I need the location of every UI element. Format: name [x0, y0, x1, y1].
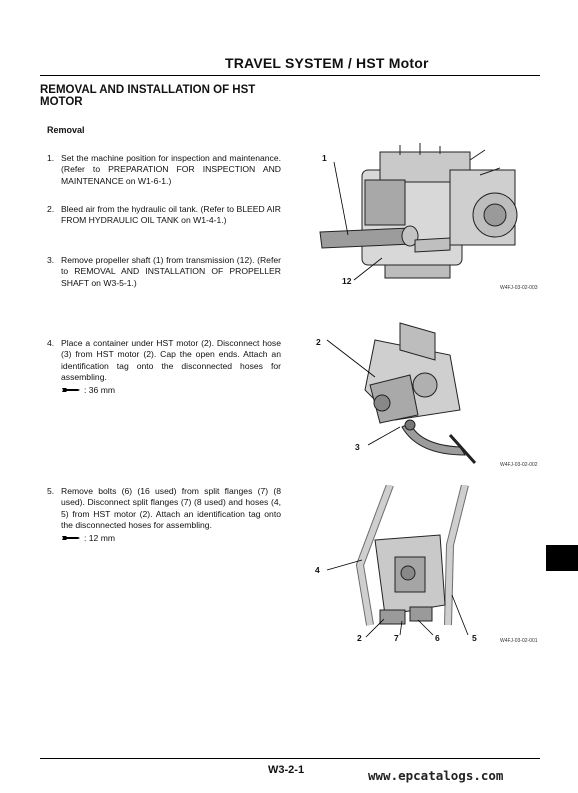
tool-size-text: : 12 mm — [84, 532, 116, 543]
step-text: Bleed air from the hydraulic oil tank. (Refer to BLEED AIR FROM HYDRAULIC OIL TANK on W1-4-1.) — [61, 204, 281, 226]
step-2 — [47, 204, 281, 227]
tool-size — [61, 385, 281, 396]
step-number: 4. — [47, 338, 55, 348]
step-number: 2. — [47, 204, 55, 214]
step-number: 5. — [47, 486, 55, 496]
step-3 — [47, 255, 281, 289]
figure-propeller-shaft — [300, 140, 545, 300]
callout-label: 2 — [357, 633, 362, 643]
section-title: REMOVAL AND INSTALLATION OF HST MOTOR — [40, 84, 256, 108]
step-text: Remove propeller shaft (1) from transmission (12). (Refer to REMOVAL AND INSTALLATION OF PROPELLER SHAFT on W3-5-1.) — [61, 255, 281, 288]
subsection-title: Removal — [47, 125, 85, 135]
step-1 — [47, 153, 281, 187]
callout-label: 6 — [435, 633, 440, 643]
wrench-icon — [61, 534, 81, 542]
figure-code: W4FJ-03-02-001 — [500, 638, 538, 644]
callout-label: 2 — [316, 337, 321, 347]
section-tab-marker — [546, 545, 578, 571]
figure-split-flanges — [300, 485, 545, 650]
callout-label: 1 — [322, 153, 327, 163]
callout-label: 7 — [394, 633, 399, 643]
step-5 — [47, 486, 281, 544]
split-flange-illustration — [300, 485, 545, 650]
step-text: Set the machine position for inspection and maintenance. (Refer to PREPARATION FOR INSPECTION AND MAINTENANCE on W1-6-1.) — [61, 153, 281, 186]
footer-rule — [40, 758, 540, 759]
callout-label: 5 — [472, 633, 477, 643]
callout-label: 12 — [342, 276, 352, 286]
propeller-shaft-illustration — [300, 140, 545, 300]
page-number: W3-2-1 — [268, 764, 305, 776]
tool-size-text: : 36 mm — [84, 384, 116, 395]
step-number: 3. — [47, 255, 55, 265]
figure-code: W4FJ-03-02-003 — [500, 285, 538, 291]
step-text: Place a container under HST motor (2). Disconnect hose (3) from HST motor (2). Cap the open ends. Attach an identification tag onto the disconnected hoses for assembling. — [61, 338, 281, 383]
wrench-icon — [61, 386, 81, 394]
step-4 — [47, 338, 281, 396]
step-text: Remove bolts (6) (16 used) from split flanges (7) (8 used). Disconnect split flanges (7) (8 used) and hoses (4, 5) from HST motor (2). Attach an identification tag onto the disconnected hoses for assembling. — [61, 486, 281, 531]
watermark-text: www.epcatalogs.com — [368, 768, 504, 783]
header-rule — [40, 75, 540, 76]
figure-code: W4FJ-03-02-002 — [500, 462, 538, 468]
callout-label: 4 — [315, 565, 320, 575]
tool-size — [61, 533, 281, 544]
callout-label: 3 — [355, 442, 360, 452]
hst-motor-illustration — [300, 315, 545, 475]
step-number: 1. — [47, 153, 55, 163]
page-header-title: TRAVEL SYSTEM / HST Motor — [225, 55, 429, 71]
figure-hst-motor-hose — [300, 315, 545, 475]
